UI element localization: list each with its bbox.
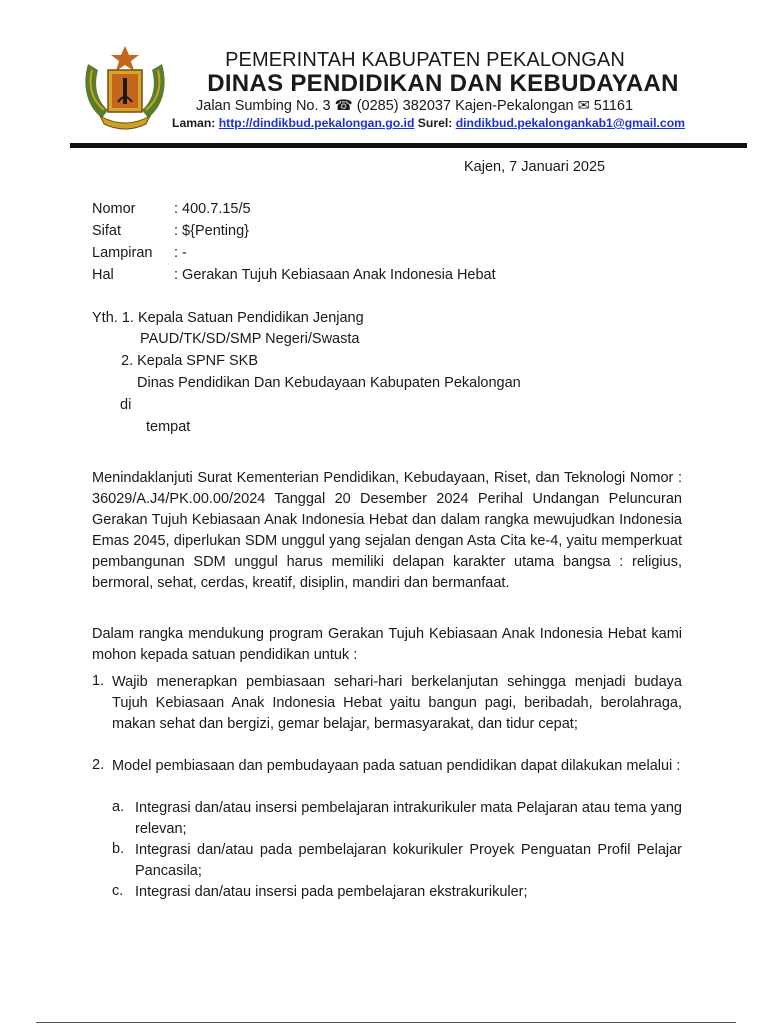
subitem-text-a: Integrasi dan/atau insersi pembelajaran intrakurikuler mata Pelajaran atau tema yang relevan; (135, 800, 682, 837)
meta-label-hal: Hal (92, 267, 114, 283)
addressee-line-3: 2. Kepala SPNF SKB (121, 353, 259, 369)
government-name: PEMERINTAH KABUPATEN PEKALONGAN (225, 49, 625, 71)
addressee-line-4: Dinas Pendidikan Dan Kebudayaan Kabupaten Pekalongan (137, 375, 521, 391)
body-paragraph-2: Dalam rangka mendukung program Gerakan Tujuh Kebiasaan Anak Indonesia Hebat kami mohon kepada satuan pendidikan untuk : (92, 626, 682, 663)
email-label: Surel: (417, 116, 453, 130)
subitem-text-b: Integrasi dan/atau pada pembelajaran kokurikuler Proyek Penguatan Profil Pelajar Pancasila; (135, 842, 682, 879)
subitem-letter-a: a. (112, 799, 125, 815)
office-name: DINAS PENDIDIKAN DAN KEBUDAYAAN (207, 70, 679, 97)
subitem-letter-c: c. (112, 883, 124, 899)
meta-label-sifat: Sifat (92, 223, 122, 239)
meta-label-lampiran: Lampiran (92, 245, 153, 261)
letter-date (464, 159, 605, 175)
letter-place: Kajen, (464, 159, 506, 175)
letter-date-value: 7 Januari 2025 (509, 159, 606, 175)
item-text-2: Model pembiasaan dan pembudayaan pada satuan pendidikan dapat dilakukan melalui : (112, 758, 681, 774)
meta-value-nomor: : 400.7.15/5 (174, 201, 251, 217)
email-link[interactable]: dindikbud.pekalongankab1@gmail.com (455, 116, 685, 130)
item-number-2: 2. (92, 757, 105, 773)
item-text-1: Wajib menerapkan pembiasaan sehari-hari berkelanjutan sehingga menjadi budaya Tujuh Kebiasaan Anak Indonesia Hebat yaitu bangun pagi, beribadah, berolahraga, makan sehat dan bergizi, gemar belajar, bermasyarakat, dan tidur cepat; (112, 674, 682, 732)
contact-line (172, 116, 685, 130)
meta-value-sifat: : ${Penting} (174, 223, 249, 239)
body-paragraph-1: Menindaklanjuti Surat Kementerian Pendidikan, Kebudayaan, Riset, dan Teknologi Nomor : 36029/A.J4/PK.00.00/2024 Tanggal 20 Desember 2024 Perihal Undangan Peluncuran Gerakan Tujuh Kebiasaan Anak Indonesia Hebat dan dalam rangka mewujudkan Indonesia Emas 2045, diperlukan SDM unggul yang sejalan dengan Asta Cita ke-4, yaitu memperkuat pembangunan SDM unggul harus memiliki delapan karakter utama bangsa : religius, bermoral, sehat, cerdas, kreatif, disiplin, mandiri dan bermanfaat. (92, 470, 682, 591)
meta-value-lampiran: : - (174, 245, 187, 261)
website-link[interactable]: http://dindikbud.pekalongan.go.id (218, 116, 415, 130)
addressee-line-5: di (120, 397, 132, 413)
addressee-line-1: Yth. 1. Kepala Satuan Pendidikan Jenjang (92, 310, 364, 326)
item-number-1: 1. (92, 673, 105, 689)
addressee-line-6: tempat (146, 419, 191, 435)
regency-emblem-logo (78, 44, 172, 130)
office-address: Jalan Sumbing No. 3 ☎ (0285) 382037 Kajen-Pekalongan ✉ 51161 (196, 98, 634, 114)
subitem-text-c: Integrasi dan/atau insersi pada pembelajaran ekstrakurikuler; (135, 884, 528, 900)
subitem-letter-b: b. (112, 841, 125, 857)
meta-label-nomor: Nomor (92, 201, 136, 217)
addressee-line-2: PAUD/TK/SD/SMP Negeri/Swasta (140, 331, 360, 347)
page-bottom-rule (36, 1022, 736, 1023)
meta-value-hal: : Gerakan Tujuh Kebiasaan Anak Indonesia Hebat (174, 267, 496, 283)
letterhead-divider (70, 143, 747, 148)
website-label: Laman: (172, 116, 216, 130)
